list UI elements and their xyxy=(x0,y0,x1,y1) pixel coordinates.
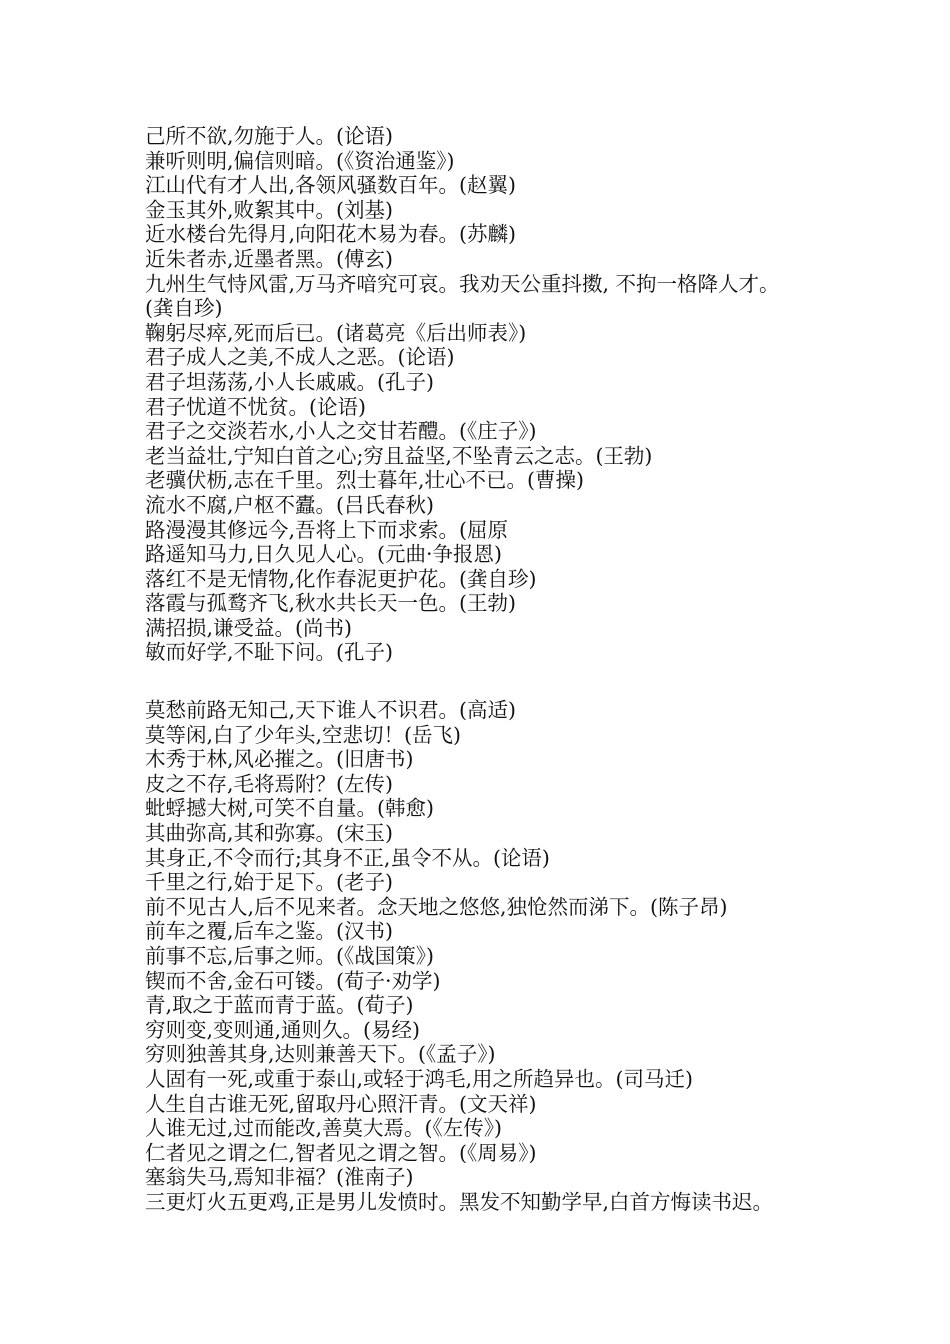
quote-line: 九州生气恃风雷,万马齐喑究可哀。我劝天公重抖擞, 不拘一格降人才。 xyxy=(145,271,780,296)
quote-line: 金玉其外,败絮其中。(刘基) xyxy=(145,197,394,222)
quote-line: 君子成人之美,不成人之恶。(论语) xyxy=(145,345,455,370)
quote-line: 前不见古人,后不见来者。念天地之悠悠,独怆然而涕下。(陈子昂) xyxy=(145,894,728,919)
quote-line: 木秀于林,风必摧之。(旧唐书) xyxy=(145,747,414,772)
quote-line: 老骥伏枥,志在千里。烈士暮年,壮心不已。(曹操) xyxy=(145,468,585,493)
quote-line: 君子坦荡荡,小人长戚戚。(孔子) xyxy=(145,369,435,394)
quote-line: 青,取之于蓝而青于蓝。(荀子) xyxy=(145,993,414,1018)
quote-list-1 xyxy=(145,124,845,665)
quote-line: 鞠躬尽瘁,死而后已。(诸葛亮《后出师表》) xyxy=(145,320,527,345)
quote-line: 前事不忘,后事之师。(《战国策》) xyxy=(145,944,435,968)
quote-line: 莫愁前路无知己,天下谁人不识君。(高适) xyxy=(145,698,517,723)
quote-line: 人生自古谁无死,留取丹心照汗青。(文天祥) xyxy=(145,1091,537,1116)
quote-line: 近朱者赤,近墨者黑。(傅玄) xyxy=(145,246,394,271)
quote-line: 蚍蜉撼大树,可笑不自量。(韩愈) xyxy=(145,796,435,821)
quote-line: 君子忧道不忧贫。(论语) xyxy=(145,394,366,419)
quote-line: 人固有一死,或重于泰山,或轻于鸿毛,用之所趋异也。(司马迁) xyxy=(145,1066,694,1091)
quote-line: 江山代有才人出,各领风骚数百年。(赵翼) xyxy=(145,173,517,198)
quote-line: 穷则独善其身,达则兼善天下。(《孟子》) xyxy=(145,1042,496,1067)
quote-line: 三更灯火五更鸡,正是男儿发愤时。黑发不知勤学早,白首方悔读书迟。 xyxy=(145,1189,774,1214)
quote-line: 前车之覆,后车之鉴。(汉书) xyxy=(145,919,394,944)
quote-line: 近水楼台先得月,向阳花木易为春。(苏麟) xyxy=(145,222,517,247)
quote-line: 落霞与孤鹜齐飞,秋水共长天一色。(王勃) xyxy=(145,591,517,616)
quote-line: 兼听则明,偏信则暗。(《资治通鉴》) xyxy=(145,148,455,173)
quote-line: 己所不欲,勿施于人。(论语) xyxy=(145,124,394,148)
quote-line: 路漫漫其修远今,吾将上下而求索。(屈原 xyxy=(145,517,509,542)
quote-line: 君子之交淡若水,小人之交甘若醴。(《庄子》) xyxy=(145,419,537,444)
quote-line: 穷则变,变则通,通则久。(易经) xyxy=(145,1017,421,1042)
quote-line: 其身正,不令而行;其身不正,虽令不从。(论语) xyxy=(145,845,550,870)
document-page xyxy=(145,124,845,1215)
quote-line: 老当益壮,宁知白首之心;穷且益坚,不坠青云之志。(王勃) xyxy=(145,443,653,468)
quote-list-2 xyxy=(145,698,845,1214)
quote-line: 路遥知马力,日久见人心。(元曲·争报恩) xyxy=(145,542,503,567)
quote-line: 锲而不舍,金石可镂。(荀子·劝学) xyxy=(145,968,441,993)
quote-line: 满招损,谦受益。(尚书) xyxy=(145,615,353,640)
quote-line: 塞翁失马,焉知非福？(淮南子) xyxy=(145,1165,414,1190)
quote-line: 仁者见之谓之仁,智者见之谓之智。(《周易》) xyxy=(145,1140,537,1165)
quote-line: (龚自珍) xyxy=(145,296,223,321)
quote-line: 莫等闲,白了少年头,空悲切！(岳飞) xyxy=(145,722,462,747)
paragraph-gap xyxy=(145,665,845,698)
quote-line: 皮之不存,毛将焉附？(左传) xyxy=(145,771,394,796)
quote-line: 敏而好学,不耻下问。(孔子) xyxy=(145,640,394,665)
quote-line: 流水不腐,户枢不蠹。(吕氏春秋) xyxy=(145,492,435,517)
quote-line: 千里之行,始于足下。(老子) xyxy=(145,870,394,895)
quote-line: 人谁无过,过而能改,善莫大焉。(《左传》) xyxy=(145,1116,503,1141)
quote-line: 落红不是无情物,化作春泥更护花。(龚自珍) xyxy=(145,566,537,591)
quote-line: 其曲弥高,其和弥寡。(宋玉) xyxy=(145,821,394,846)
